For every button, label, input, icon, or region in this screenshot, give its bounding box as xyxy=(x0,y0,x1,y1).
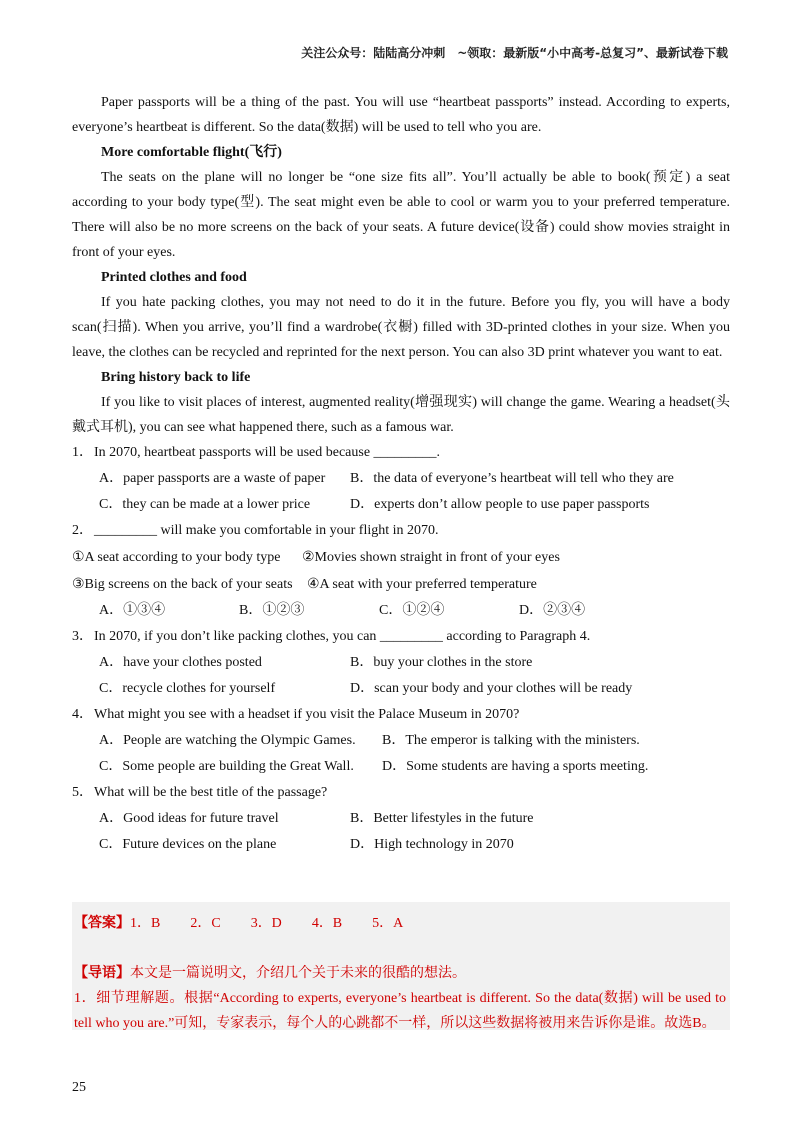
question-number: 3． xyxy=(72,629,93,644)
question-4 xyxy=(72,702,730,728)
question-4-options-row-1 xyxy=(72,728,730,754)
statement-4: ④A seat with your preferred temperature xyxy=(307,577,537,592)
statement-2: ②Movies shown straight in front of your eyes xyxy=(302,550,560,565)
question-1-options-row-1 xyxy=(72,466,730,492)
option-b: B．buy your clothes in the store xyxy=(350,655,533,670)
question-stem: In 2070, heartbeat passports will be used because _________. xyxy=(94,445,441,460)
answer-item: 5．A xyxy=(372,916,404,931)
heading-comfortable-flight: More comfortable flight(飞行) xyxy=(101,145,282,160)
heading-printed-clothes: Printed clothes and food xyxy=(101,270,247,285)
option-d: D．Some students are having a sports meeting. xyxy=(382,759,649,774)
question-number: 2． xyxy=(72,523,93,538)
heading-bring-history: Bring history back to life xyxy=(101,370,251,385)
option-c: C．Some people are building the Great Wall. xyxy=(99,759,354,774)
page-header: 关注公众号：陆陆高分冲刺 ~领取：最新版“小中高考-总复习”、最新试卷下载 xyxy=(301,46,728,60)
paragraph-3: If you hate packing clothes, you may not need to do it in the future. Before you fly, you will have a body scan(扫描). When you arrive, you’ll find a wardrobe(衣橱) filled with 3D-printed clothes in your size. When you leave, the clothes can be recycled and reprinted for the next person. You can also 3D print whatever you want to eat. xyxy=(72,295,730,360)
question-number: 1． xyxy=(72,445,93,460)
paragraph-2: The seats on the plane will no longer be “one size fits all”. You’ll actually be able to book(预定) a seat according to your body type(型). The seat might even be able to cool or warm you to your preferred temperature. There will also be no more screens on the back of your seats. A future device(设备) could show movies straight in front of your eyes. xyxy=(72,170,730,260)
option-c: C．recycle clothes for yourself xyxy=(99,681,276,696)
answer-item: 3．D xyxy=(250,916,282,931)
option-a: A．①③④ xyxy=(99,603,166,618)
document-body xyxy=(72,90,730,858)
option-d: D．experts don’t allow people to use paper passports xyxy=(350,497,650,512)
option-a: A．paper passports are a waste of paper xyxy=(99,471,326,486)
option-c: C．they can be made at a lower price xyxy=(99,497,311,512)
question-4-options-row-2 xyxy=(72,754,730,780)
statement-1: ①A seat according to your body type xyxy=(72,550,281,565)
answer-line xyxy=(74,911,433,936)
question-2-options xyxy=(72,598,730,624)
option-d: D．High technology in 2070 xyxy=(350,837,514,852)
guide-text: 本文是一篇说明文，介绍几个关于未来的很酷的想法。 xyxy=(130,966,466,981)
option-b: B．Better lifestyles in the future xyxy=(350,811,534,826)
option-a: A．have your clothes posted xyxy=(99,655,262,670)
option-c: C．Future devices on the plane xyxy=(99,837,277,852)
guide-section xyxy=(74,961,726,1036)
question-5-options-row-2 xyxy=(72,832,730,858)
option-b: B．①②③ xyxy=(239,603,305,618)
question-stem: What will be the best title of the passage? xyxy=(94,785,328,800)
guide-explanation: 1．细节理解题。根据“According to experts, everyone’s heartbeat is different. So the data(数据) will be used to tell who you are.”可知，专家表示，每个人的心跳都不一样，所以这些数据将被用来告诉你是谁。故选B。 xyxy=(74,991,726,1031)
answer-item: 4．B xyxy=(311,916,343,931)
question-3-options-row-2 xyxy=(72,676,730,702)
question-5 xyxy=(72,780,730,806)
answer-section xyxy=(72,902,730,1030)
question-stem: In 2070, if you don’t like packing clothes, you can _________ according to Paragraph 4. xyxy=(94,629,591,644)
question-number: 4． xyxy=(72,707,93,722)
option-d: D．scan your body and your clothes will be ready xyxy=(350,681,633,696)
answer-item: 1．B xyxy=(130,916,161,931)
question-number: 5． xyxy=(72,785,93,800)
question-stem: What might you see with a headset if you visit the Palace Museum in 2070? xyxy=(94,707,520,722)
statement-3: ③Big screens on the back of your seats xyxy=(72,577,293,592)
option-c: C．①②④ xyxy=(379,603,445,618)
answer-item: 2．C xyxy=(190,916,221,931)
page-number: 25 xyxy=(72,1080,86,1095)
option-d: D．②③④ xyxy=(519,603,586,618)
question-stem: _________ will make you comfortable in your flight in 2070. xyxy=(94,523,439,538)
paragraph-1: Paper passports will be a thing of the past. You will use “heartbeat passports” instead. According to experts, everyone’s heartbeat is different. So the data(数据) will be used to tell who you are. xyxy=(72,95,730,135)
question-2-statements-row-1 xyxy=(72,544,730,571)
question-3 xyxy=(72,624,730,650)
option-b: B．The emperor is talking with the ministers. xyxy=(382,733,640,748)
option-b: B．the data of everyone’s heartbeat will tell who they are xyxy=(350,471,674,486)
guide-label: 【导语】 xyxy=(74,966,130,981)
question-2-statements-row-2 xyxy=(72,571,730,598)
guide-intro xyxy=(74,961,726,986)
question-1-options-row-2 xyxy=(72,492,730,518)
answer-label: 【答案】 xyxy=(74,916,130,931)
paragraph-4: If you like to visit places of interest, augmented reality(增强现实) will change the game. Wearing a headset(头戴式耳机), you can see what happened there, such as a famous war. xyxy=(72,395,730,435)
option-a: A．Good ideas for future travel xyxy=(99,811,279,826)
question-3-options-row-1 xyxy=(72,650,730,676)
question-5-options-row-1 xyxy=(72,806,730,832)
option-a: A．People are watching the Olympic Games. xyxy=(99,733,356,748)
question-2 xyxy=(72,518,730,544)
question-1 xyxy=(72,440,730,466)
